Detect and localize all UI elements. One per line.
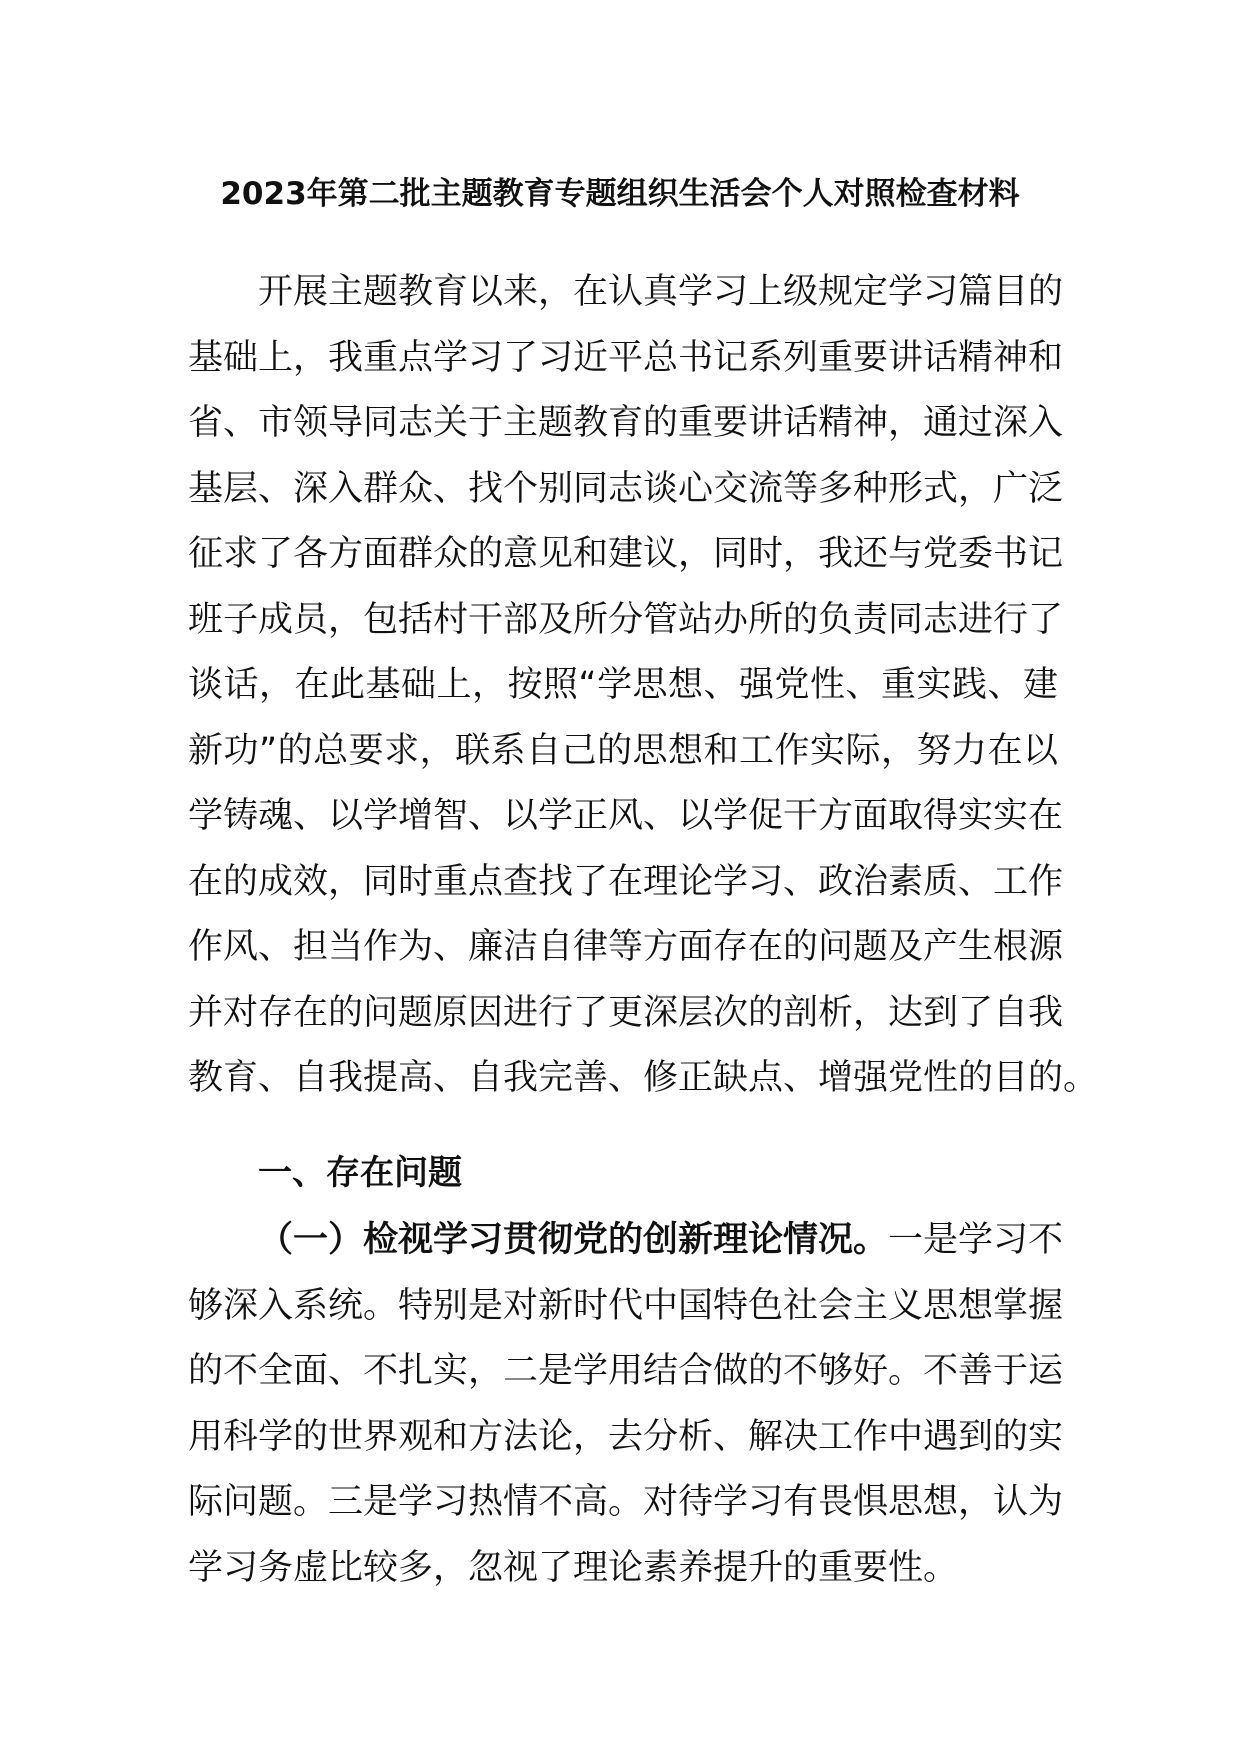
paragraph-line: 并对存在的问题原因进行了更深层次的剖析，达到了自我 [188,992,1064,1033]
paragraph-line: 际问题。三是学习热情不高。对待学习有畏惧思想，认为 [188,1482,1064,1522]
paragraph-line: 作风、担当作为、廉洁自律等方面存在的问题及产生根源 [188,927,1064,967]
intro-paragraph [188,260,1099,1112]
paragraph-line: 学习务虚比较多，忽视了理论素养提升的重要性。 [188,1547,959,1588]
paragraph-line: 征求了各方面群众的意见和建议，同时，我还与党委书记 [188,534,1064,574]
paragraph-line: 新功”的总要求，联系自己的思想和工作实际，努力在以 [188,730,1058,771]
paragraph-line: 基础上，我重点学习了习近平总书记系列重要讲话精神和 [188,337,1064,378]
paragraph-line: 省、市领导同志关于主题教育的重要讲话精神，通过深入 [188,403,1064,443]
paragraph-line: 开展主题教育以来，在认真学习上级规定学习篇目的 [258,272,1064,312]
subsection-first-line-text: 一是学习不 [888,1220,1064,1260]
document-title: 2023年第二批主题教育专题组织生活会个人对照检查材料 [220,176,1020,212]
subsection-paragraph [188,1208,1064,1601]
paragraph-line: 的不全面、不扎实，二是学用结合做的不够好。不善于运 [188,1351,1064,1391]
paragraph-line [188,1208,1064,1274]
paragraph-line: 基层、深入群众、找个别同志谈心交流等多种形式，广泛 [188,468,1064,509]
paragraph-line: 班子成员，包括村干部及所分管站办所的负责同志进行了 [188,599,1064,640]
paragraph-line: 谈话，在此基础上，按照“学思想、强党性、重实践、建 [188,665,1058,705]
paragraph-line: 在的成效，同时重点查找了在理论学习、政治素质、工作 [188,861,1064,902]
subsection-heading: （一）检视学习贯彻党的创新理论情况。 [258,1220,889,1260]
section-heading: 一、存在问题 [258,1153,462,1193]
paragraph-line: 用科学的世界观和方法论，去分析、解决工作中遇到的实 [188,1416,1064,1457]
paragraph-line: 教育、自我提高、自我完善、修正缺点、增强党性的目的。 [188,1058,1099,1098]
paragraph-line: 学铸魂、以学增智、以学正风、以学促干方面取得实实在 [188,796,1064,836]
paragraph-line: 够深入系统。特别是对新时代中国特色社会主义思想掌握 [188,1285,1064,1326]
